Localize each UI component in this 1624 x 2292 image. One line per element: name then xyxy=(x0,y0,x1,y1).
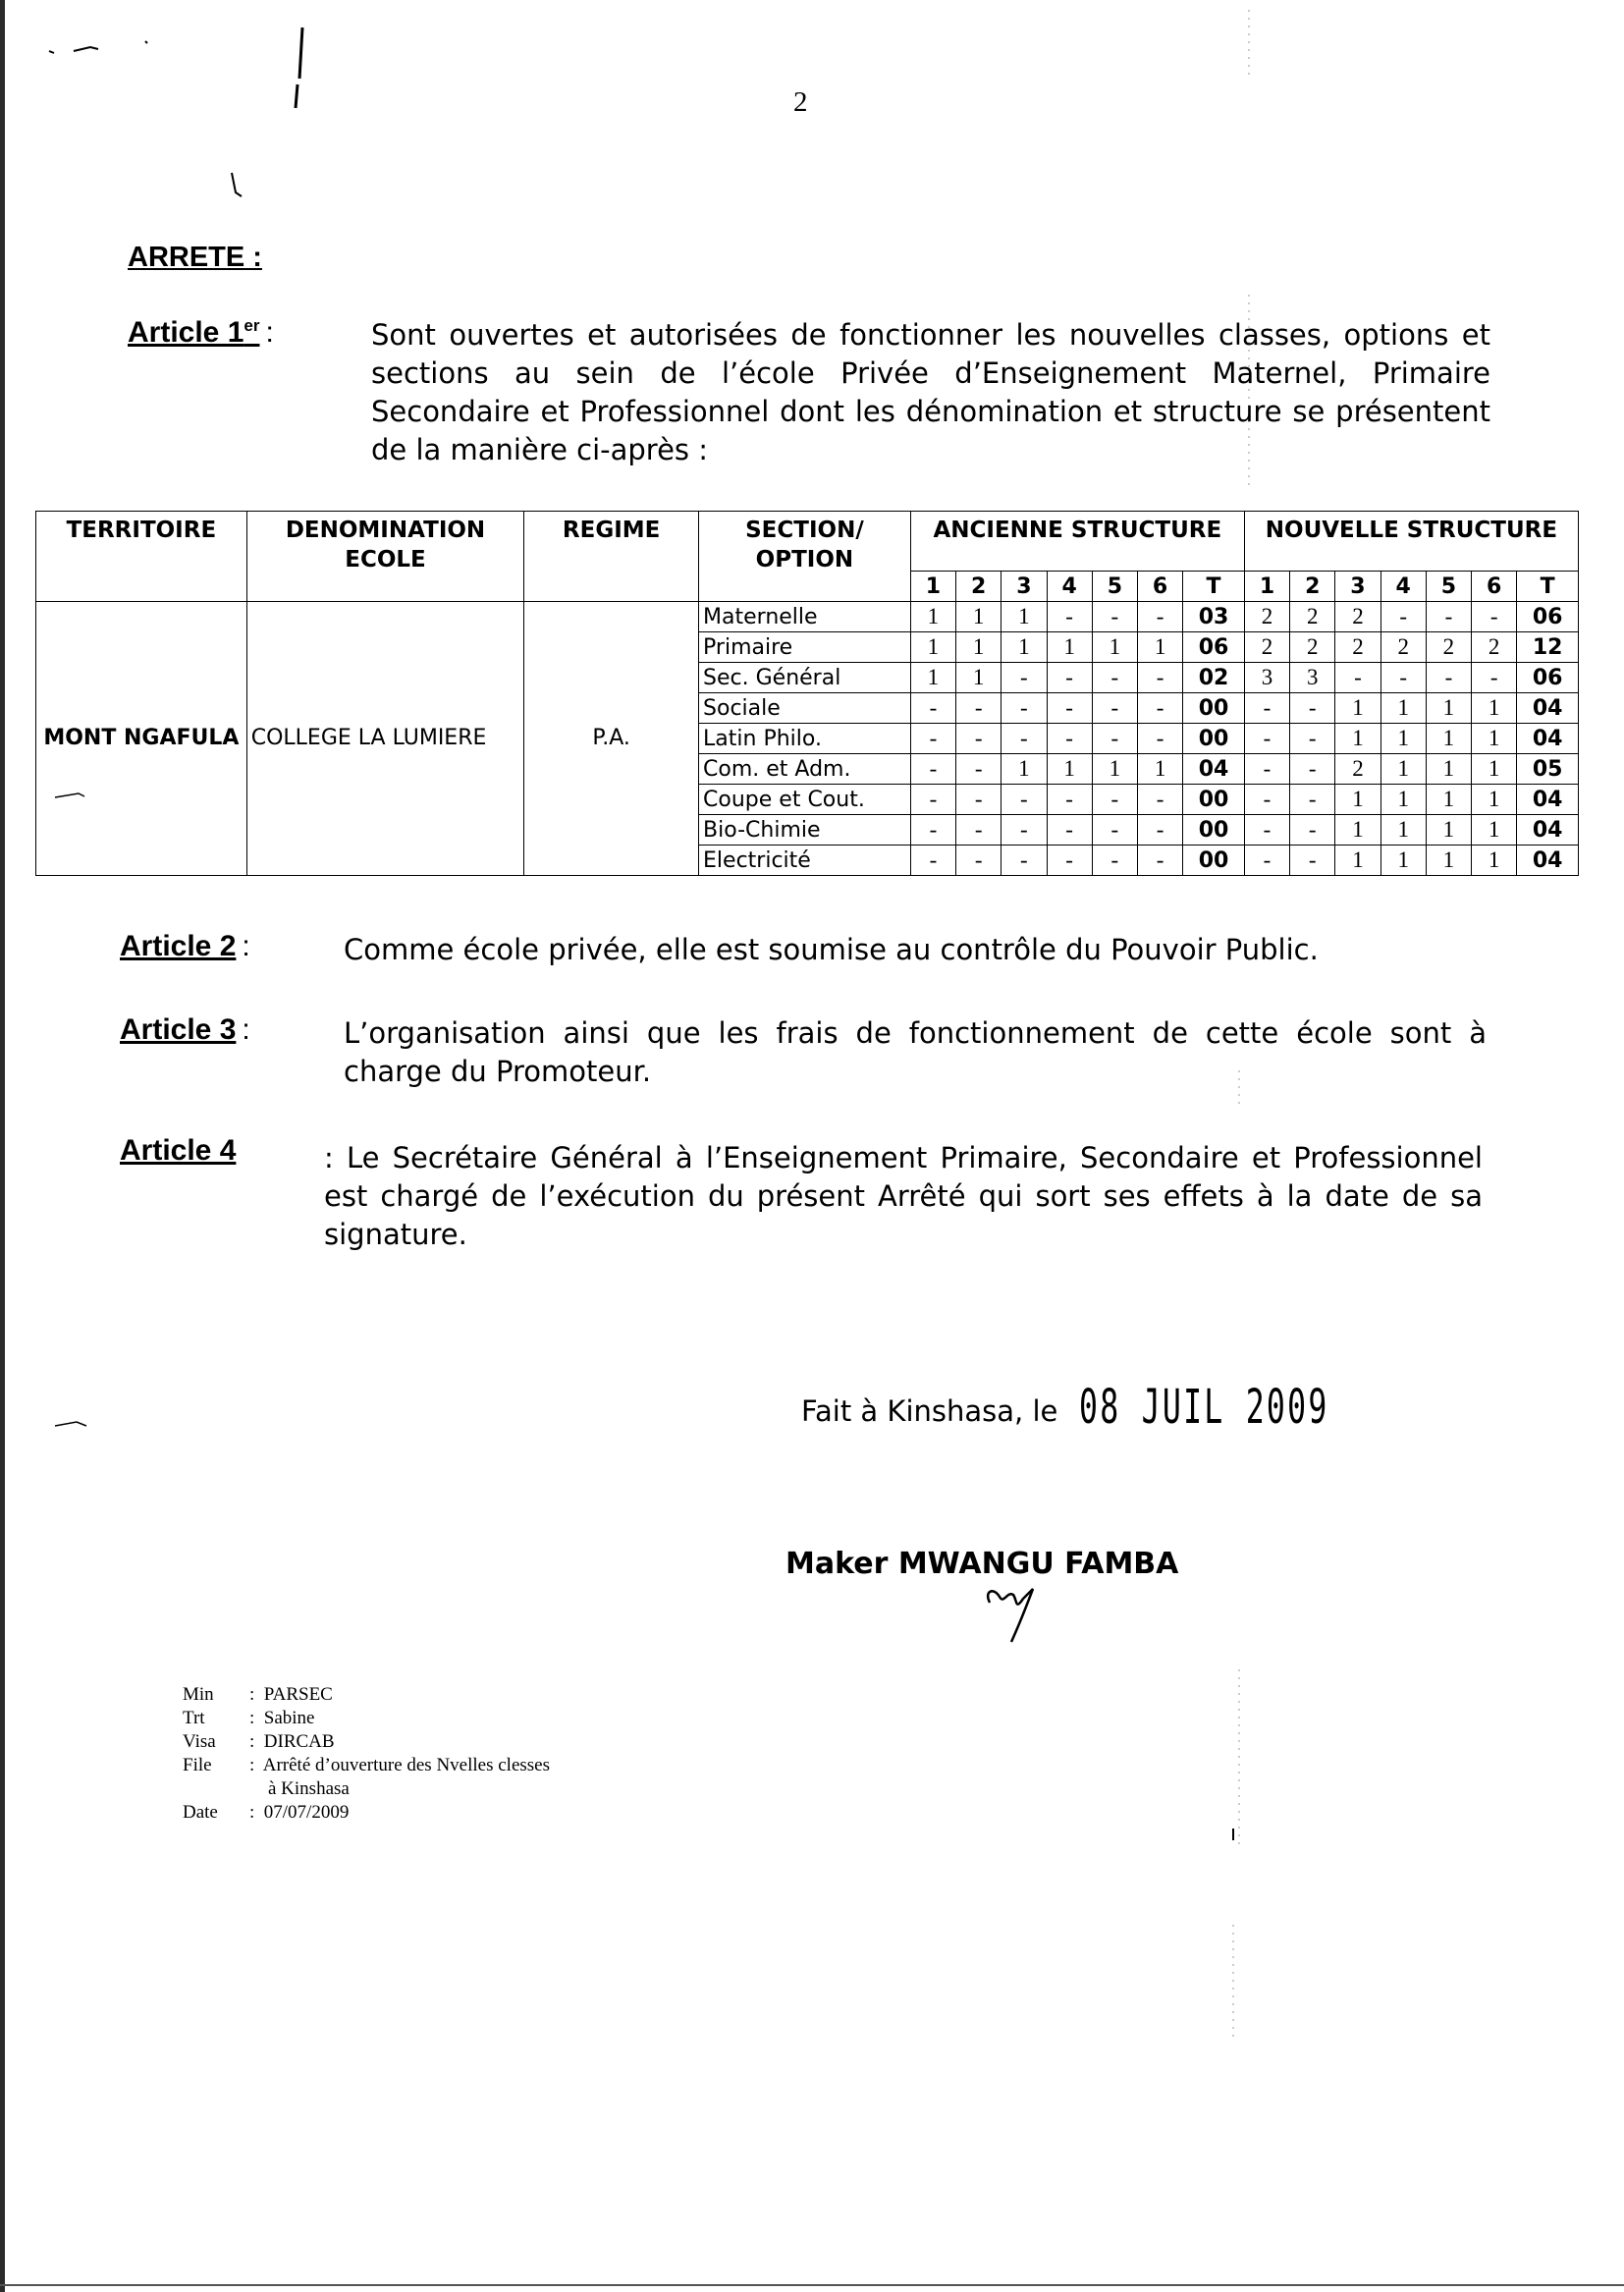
article-1-sup: er xyxy=(244,316,260,335)
header-regime: REGIME xyxy=(524,512,699,602)
cell-nouvelle: 1 xyxy=(1472,815,1517,846)
cell-ancienne: - xyxy=(1137,602,1182,632)
scan-bottom-edge xyxy=(0,2284,1624,2286)
cell-ancienne: - xyxy=(1137,815,1182,846)
cell-ancienne: 1 xyxy=(1001,754,1047,785)
cell-ancienne: 1 xyxy=(956,663,1001,693)
cell-nouvelle: - xyxy=(1290,785,1335,815)
cell-nouvelle: - xyxy=(1290,693,1335,724)
cell-ancienne: 1 xyxy=(910,663,955,693)
cell-territoire: MONT NGAFULA xyxy=(36,602,247,876)
article-2-text: Comme école privée, elle est soumise au contrôle du Pouvoir Public. xyxy=(344,933,1319,966)
cell-ancienne: - xyxy=(1092,602,1137,632)
footer-key: Min xyxy=(183,1684,214,1705)
footer-line xyxy=(183,1707,550,1730)
footer-key: Visa xyxy=(183,1731,216,1752)
cell-nouvelle: 2 xyxy=(1244,602,1289,632)
cell-nouvelle: 1 xyxy=(1426,815,1471,846)
cell-ancienne-total: 00 xyxy=(1183,693,1245,724)
footer-value: : DIRCAB xyxy=(249,1731,335,1752)
subheader-cell: 5 xyxy=(1092,572,1137,602)
place-and-date xyxy=(801,1379,1413,1435)
header-denomination: DENOMINATION ECOLE xyxy=(246,512,524,602)
cell-section: Latin Philo. xyxy=(699,724,911,754)
cell-ancienne: - xyxy=(956,724,1001,754)
cell-nouvelle: 2 xyxy=(1335,602,1380,632)
cell-nouvelle: 3 xyxy=(1290,663,1335,693)
cell-nouvelle: 1 xyxy=(1335,785,1380,815)
cell-nouvelle: - xyxy=(1244,754,1289,785)
cell-nouvelle: 1 xyxy=(1472,846,1517,876)
cell-nouvelle: - xyxy=(1472,602,1517,632)
cell-ancienne: - xyxy=(956,846,1001,876)
cell-nouvelle-total: 06 xyxy=(1517,663,1579,693)
footer-line xyxy=(183,1777,550,1801)
cell-nouvelle: - xyxy=(1290,815,1335,846)
subheader-cell: 6 xyxy=(1137,572,1182,602)
subheader-cell: 2 xyxy=(1290,572,1335,602)
cell-ancienne: - xyxy=(956,693,1001,724)
cell-ancienne-total: 00 xyxy=(1183,846,1245,876)
cell-nouvelle: - xyxy=(1244,785,1289,815)
place-date-prefix: Fait à Kinshasa, le xyxy=(801,1394,1058,1428)
cell-nouvelle-total: 04 xyxy=(1517,724,1579,754)
footer-line xyxy=(183,1754,550,1777)
cell-ancienne: - xyxy=(1047,602,1092,632)
cell-ancienne: - xyxy=(1047,724,1092,754)
article-1-heading xyxy=(128,316,274,350)
cell-ancienne: 1 xyxy=(1092,754,1137,785)
table-body xyxy=(36,602,1579,876)
cell-ancienne: - xyxy=(1137,693,1182,724)
cell-ancienne: - xyxy=(956,785,1001,815)
cell-nouvelle-total: 04 xyxy=(1517,846,1579,876)
cell-ancienne: - xyxy=(1001,663,1047,693)
subheader-cell: 4 xyxy=(1047,572,1092,602)
cell-ancienne: - xyxy=(910,785,955,815)
cell-ancienne: - xyxy=(1092,663,1137,693)
cell-ancienne: - xyxy=(1137,846,1182,876)
cell-nouvelle: 1 xyxy=(1472,754,1517,785)
cell-nouvelle: - xyxy=(1290,846,1335,876)
cell-ancienne: 1 xyxy=(1137,754,1182,785)
article-1-label: Article 1 xyxy=(128,316,244,349)
cell-nouvelle: 1 xyxy=(1335,693,1380,724)
cell-nouvelle: 1 xyxy=(1426,754,1471,785)
article-3-sep: : xyxy=(242,1013,250,1046)
cell-nouvelle: - xyxy=(1244,693,1289,724)
article-1-text: Sont ouvertes et autorisées de fonctionner les nouvelles classes, options et sections au sein de l’école Privée d’Enseignement Maternel, Primaire Secondaire et Professionnel dont les dénomination et structure se présentent de la manière ci-après : xyxy=(371,318,1490,466)
article-4-text: : Le Secrétaire Général à l’Enseignement Primaire, Secondaire et Professionnel est chargé de l’exécution du présent Arrêté qui sort ses effets à la date de sa signature. xyxy=(324,1141,1483,1251)
subheader-cell: T xyxy=(1517,572,1579,602)
header-territoire: TERRITOIRE xyxy=(36,512,247,602)
cell-nouvelle: - xyxy=(1244,846,1289,876)
subheader-cell: 1 xyxy=(910,572,955,602)
cell-ancienne: 1 xyxy=(956,602,1001,632)
cell-ancienne: - xyxy=(1092,693,1137,724)
cell-ancienne: - xyxy=(1001,785,1047,815)
cell-ancienne: - xyxy=(956,815,1001,846)
cell-nouvelle: 1 xyxy=(1426,846,1471,876)
subheader-cell: 5 xyxy=(1426,572,1471,602)
cell-ancienne: - xyxy=(1047,846,1092,876)
page-number: 2 xyxy=(793,86,808,118)
cell-ancienne: 1 xyxy=(1092,632,1137,663)
cell-ancienne: 1 xyxy=(956,632,1001,663)
article-1-sep: : xyxy=(265,316,274,349)
cell-ancienne-total: 03 xyxy=(1183,602,1245,632)
cell-nouvelle: - xyxy=(1244,815,1289,846)
cell-ancienne: - xyxy=(1001,693,1047,724)
cell-nouvelle: - xyxy=(1335,663,1380,693)
cell-ancienne: 1 xyxy=(1137,632,1182,663)
cell-nouvelle: 1 xyxy=(1426,785,1471,815)
structure-table xyxy=(35,511,1579,876)
cell-nouvelle: 1 xyxy=(1380,846,1426,876)
cell-nouvelle: 2 xyxy=(1290,632,1335,663)
cell-ancienne-total: 02 xyxy=(1183,663,1245,693)
footer-line xyxy=(183,1730,550,1754)
cell-section: Maternelle xyxy=(699,602,911,632)
cell-ancienne: - xyxy=(1047,693,1092,724)
cell-ancienne: - xyxy=(910,724,955,754)
cell-ancienne: - xyxy=(1092,724,1137,754)
cell-nouvelle: - xyxy=(1290,754,1335,785)
cell-nouvelle: 1 xyxy=(1472,724,1517,754)
cell-nouvelle: 1 xyxy=(1426,724,1471,754)
article-3-heading xyxy=(120,1013,250,1047)
cell-nouvelle: - xyxy=(1380,602,1426,632)
subheader-cell: 3 xyxy=(1001,572,1047,602)
subheader-cell: 6 xyxy=(1472,572,1517,602)
cell-ancienne: - xyxy=(1092,846,1137,876)
footer-value: : PARSEC xyxy=(249,1684,333,1705)
footer-key: Trt xyxy=(183,1708,205,1728)
cell-section: Com. et Adm. xyxy=(699,754,911,785)
handwritten-stroke xyxy=(55,1422,86,1426)
cell-nouvelle: 2 xyxy=(1335,632,1380,663)
cell-nouvelle-total: 04 xyxy=(1517,693,1579,724)
table-row xyxy=(36,602,1579,632)
cell-ancienne: - xyxy=(1092,815,1137,846)
footer-value: : Arrêté d’ouverture des Nvelles clesses xyxy=(249,1755,551,1775)
article-2-sep: : xyxy=(242,930,250,962)
handwritten-stroke xyxy=(296,27,302,108)
cell-nouvelle: 2 xyxy=(1426,632,1471,663)
article-4-heading xyxy=(120,1134,236,1168)
cell-nouvelle: 2 xyxy=(1290,602,1335,632)
cell-nouvelle: 1 xyxy=(1380,724,1426,754)
cell-nouvelle: 1 xyxy=(1335,724,1380,754)
signature xyxy=(982,1581,1060,1650)
cell-ancienne: 1 xyxy=(910,602,955,632)
cell-section: Sociale xyxy=(699,693,911,724)
cell-nouvelle: 1 xyxy=(1380,785,1426,815)
cell-section: Sec. Général xyxy=(699,663,911,693)
cell-nouvelle: 2 xyxy=(1335,754,1380,785)
cell-nouvelle: 1 xyxy=(1426,693,1471,724)
footer-key: File xyxy=(183,1755,212,1775)
cell-ancienne: 1 xyxy=(1047,754,1092,785)
date-stamp: 08 JUIL 2009 xyxy=(1079,1379,1329,1435)
cell-ancienne: - xyxy=(1001,724,1047,754)
subheader-cell: 3 xyxy=(1335,572,1380,602)
cell-nouvelle-total: 12 xyxy=(1517,632,1579,663)
subheader-cell: T xyxy=(1183,572,1245,602)
cell-nouvelle: - xyxy=(1426,663,1471,693)
cell-ancienne: - xyxy=(910,815,955,846)
cell-nouvelle: - xyxy=(1472,663,1517,693)
article-2-heading xyxy=(120,930,250,963)
header-ancienne-structure: ANCIENNE STRUCTURE xyxy=(910,512,1244,572)
cell-ancienne: - xyxy=(1001,846,1047,876)
cell-nouvelle: 1 xyxy=(1472,693,1517,724)
cell-ancienne: - xyxy=(910,754,955,785)
header-section: SECTION/ OPTION xyxy=(699,512,911,602)
cell-nouvelle-total: 04 xyxy=(1517,785,1579,815)
cell-ancienne-total: 04 xyxy=(1183,754,1245,785)
cell-ancienne: - xyxy=(910,693,955,724)
article-3-label: Article 3 xyxy=(120,1013,237,1046)
cell-nouvelle: 1 xyxy=(1380,754,1426,785)
footer-key xyxy=(183,1777,249,1801)
subheader-cell: 2 xyxy=(956,572,1001,602)
cell-section: Primaire xyxy=(699,632,911,663)
cell-ancienne: 1 xyxy=(1001,632,1047,663)
footer-key: Date xyxy=(183,1802,218,1823)
cell-ancienne: - xyxy=(1047,663,1092,693)
cell-ancienne: - xyxy=(1047,815,1092,846)
cell-ancienne-total: 00 xyxy=(1183,724,1245,754)
cell-ancienne: - xyxy=(1137,724,1182,754)
cell-ancienne: - xyxy=(1137,663,1182,693)
cell-ancienne: - xyxy=(1137,785,1182,815)
cell-ancienne-total: 06 xyxy=(1183,632,1245,663)
subheader-cell: 1 xyxy=(1244,572,1289,602)
footer-value: à Kinshasa xyxy=(249,1778,350,1799)
cell-nouvelle: - xyxy=(1380,663,1426,693)
cell-nouvelle: 1 xyxy=(1335,846,1380,876)
footer-line xyxy=(183,1801,550,1825)
cell-nouvelle: 2 xyxy=(1380,632,1426,663)
handwritten-stroke xyxy=(49,41,147,53)
footer-value: : Sabine xyxy=(249,1708,315,1728)
cell-section: Electricité xyxy=(699,846,911,876)
cell-nouvelle: 2 xyxy=(1472,632,1517,663)
cell-ancienne: - xyxy=(910,846,955,876)
cell-nouvelle: 1 xyxy=(1472,785,1517,815)
document-heading: ARRETE : xyxy=(128,242,262,273)
cell-ancienne: - xyxy=(1001,815,1047,846)
subheader-cell: 4 xyxy=(1380,572,1426,602)
cell-ancienne: - xyxy=(1047,785,1092,815)
header-nouvelle-structure: NOUVELLE STRUCTURE xyxy=(1244,512,1578,572)
cell-nouvelle-total: 06 xyxy=(1517,602,1579,632)
cell-ancienne: - xyxy=(1092,785,1137,815)
cell-nouvelle: 1 xyxy=(1380,815,1426,846)
article-4-label: Article 4 xyxy=(120,1134,237,1167)
article-2-label: Article 2 xyxy=(120,930,237,962)
cell-nouvelle: - xyxy=(1244,724,1289,754)
article-3-text: L’organisation ainsi que les frais de fonctionnement de cette école sont à charge du Promoteur. xyxy=(344,1016,1487,1088)
cell-nouvelle: 1 xyxy=(1335,815,1380,846)
cell-nouvelle: - xyxy=(1290,724,1335,754)
cell-section: Bio-Chimie xyxy=(699,815,911,846)
cell-nouvelle-total: 04 xyxy=(1517,815,1579,846)
cell-ecole: COLLEGE LA LUMIERE xyxy=(246,602,524,876)
cell-ancienne: 1 xyxy=(1001,602,1047,632)
cell-ancienne: 1 xyxy=(910,632,955,663)
footer-references xyxy=(183,1683,550,1825)
handwritten-stroke xyxy=(232,173,242,196)
cell-ancienne: - xyxy=(956,754,1001,785)
cell-ancienne-total: 00 xyxy=(1183,815,1245,846)
footer-value: : 07/07/2009 xyxy=(249,1802,350,1823)
footer-line xyxy=(183,1683,550,1707)
cell-regime: P.A. xyxy=(524,602,699,876)
cell-ancienne: 1 xyxy=(1047,632,1092,663)
cell-nouvelle-total: 05 xyxy=(1517,754,1579,785)
signatory-name: Maker MWANGU FAMBA xyxy=(785,1547,1179,1581)
cell-ancienne-total: 00 xyxy=(1183,785,1245,815)
cell-section: Coupe et Cout. xyxy=(699,785,911,815)
cell-nouvelle: 1 xyxy=(1380,693,1426,724)
cell-nouvelle: 2 xyxy=(1244,632,1289,663)
scan-left-edge xyxy=(0,0,5,2292)
cell-nouvelle: 3 xyxy=(1244,663,1289,693)
cell-nouvelle: - xyxy=(1426,602,1471,632)
